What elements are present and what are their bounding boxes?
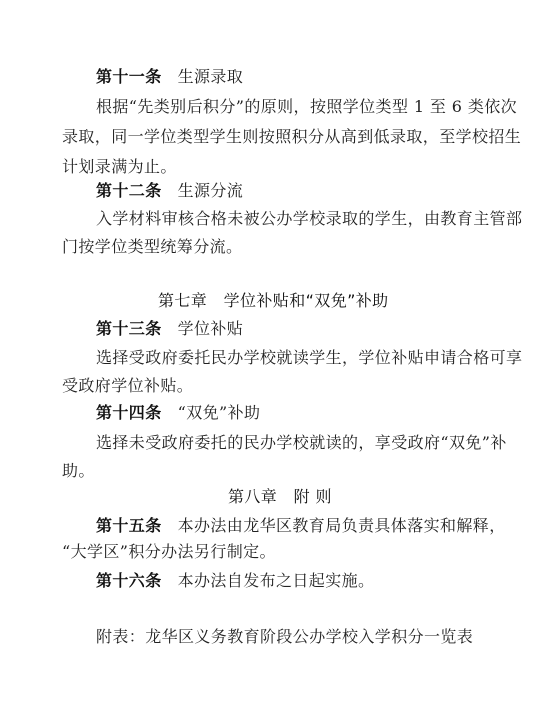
attachment-note: 附表：龙华区义务教育阶段公办学校入学积分一览表 — [96, 627, 474, 646]
article-13-line-1: 选择受政府委托民办学校就读学生，学位补贴申请合格可享 — [96, 348, 523, 367]
article-14-heading: “双免”补助 — [177, 403, 261, 422]
chapter-8-title: 第八章 附 则 — [228, 487, 332, 506]
article-12-line-2: 门按学位类型统筹分流。 — [62, 237, 243, 256]
article-16-text: 本办法自发布之日起实施。 — [177, 571, 375, 590]
article-13-header — [96, 318, 243, 340]
article-15-line-1 — [96, 515, 506, 537]
article-12-header — [96, 180, 243, 202]
article-13-line-2: 受政府学位补贴。 — [62, 376, 194, 395]
article-14-label: 第十四条 — [96, 403, 162, 422]
article-12-label: 第十二条 — [96, 181, 162, 200]
article-15-line-2: “大学区”积分办法另行制定。 — [62, 542, 276, 561]
article-16-label: 第十六条 — [96, 571, 162, 590]
article-14-line-1: 选择未受政府委托的民办学校就读的，享受政府“双免”补 — [96, 433, 507, 452]
article-11-line-3: 计划录满为止。 — [62, 157, 177, 176]
article-13-label: 第十三条 — [96, 319, 162, 338]
article-11-line-1: 根据“先类别后积分”的原则，按照学位类型 1 至 6 类依次 — [96, 97, 518, 116]
article-15-text: 本办法由龙华区教育局负责具体落实和解释， — [177, 516, 506, 535]
article-11-heading: 生源录取 — [177, 67, 244, 86]
article-15-label: 第十五条 — [96, 516, 162, 535]
article-14-header — [96, 402, 260, 424]
chapter-7-title: 第七章 学位补贴和“双免”补助 — [158, 291, 389, 310]
article-12-line-1: 入学材料审核合格未被公办学校录取的学生，由教育主管部 — [96, 209, 523, 228]
article-14-line-2: 助。 — [62, 461, 95, 480]
article-16-line — [96, 570, 374, 592]
article-11-line-2: 录取，同一学位类型学生则按照积分从高到低录取，至学校招生 — [62, 127, 522, 146]
article-13-heading: 学位补贴 — [177, 319, 244, 338]
article-12-heading: 生源分流 — [177, 181, 244, 200]
article-11-label: 第十一条 — [96, 67, 162, 86]
article-11-header — [96, 66, 243, 88]
